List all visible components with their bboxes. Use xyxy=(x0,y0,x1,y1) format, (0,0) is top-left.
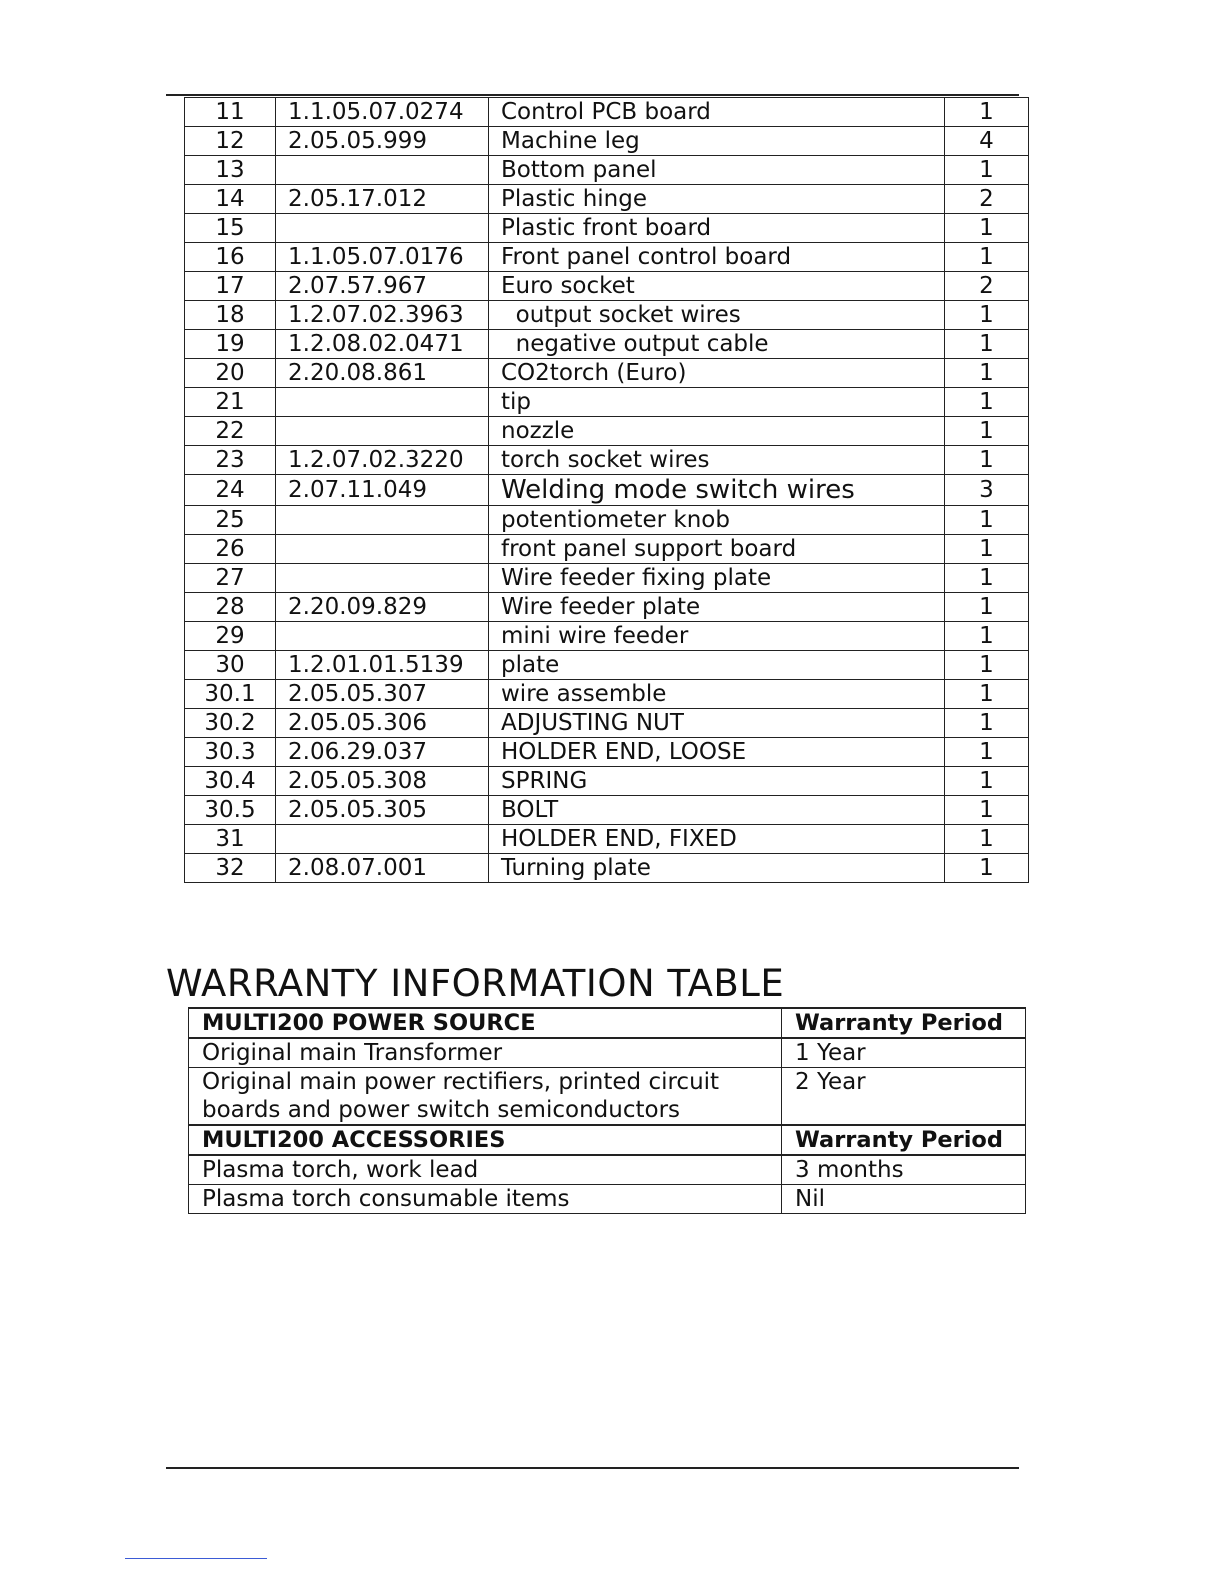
parts-row xyxy=(185,156,1029,185)
parts-row xyxy=(185,359,1029,388)
part-number-cell: 11 xyxy=(185,98,276,127)
part-code-cell xyxy=(276,156,489,185)
part-description-cell: BOLT xyxy=(489,796,945,825)
parts-row xyxy=(185,214,1029,243)
footer-rule xyxy=(166,1467,1019,1469)
part-number-cell: 29 xyxy=(185,622,276,651)
part-code-cell: 1.2.07.02.3220 xyxy=(276,446,489,475)
part-code-cell: 2.20.08.861 xyxy=(276,359,489,388)
part-code-cell: 2.05.05.306 xyxy=(276,709,489,738)
part-code-cell xyxy=(276,825,489,854)
part-number-cell: 21 xyxy=(185,388,276,417)
part-quantity-cell: 1 xyxy=(945,388,1029,417)
part-code-cell: 2.08.07.001 xyxy=(276,854,489,883)
part-description-cell: Front panel control board xyxy=(489,243,945,272)
part-code-cell: 1.2.08.02.0471 xyxy=(276,330,489,359)
part-number-cell: 30.3 xyxy=(185,738,276,767)
part-quantity-cell: 1 xyxy=(945,214,1029,243)
warranty-row xyxy=(189,1038,1026,1068)
parts-row xyxy=(185,854,1029,883)
part-code-cell: 1.1.05.07.0176 xyxy=(276,243,489,272)
part-number-cell: 14 xyxy=(185,185,276,214)
parts-row xyxy=(185,301,1029,330)
part-code-cell: 1.2.01.01.5139 xyxy=(276,651,489,680)
part-number-cell: 12 xyxy=(185,127,276,156)
warranty-item-cell: Original main power rectifiers, printed circuit boards and power switch semiconductors xyxy=(189,1068,782,1126)
part-description-cell: negative output cable xyxy=(489,330,945,359)
part-number-cell: 16 xyxy=(185,243,276,272)
warranty-period-cell: 2 Year xyxy=(782,1068,1026,1126)
part-quantity-cell: 1 xyxy=(945,301,1029,330)
part-code-cell xyxy=(276,214,489,243)
part-code-cell xyxy=(276,506,489,535)
part-number-cell: 20 xyxy=(185,359,276,388)
part-quantity-cell: 1 xyxy=(945,359,1029,388)
part-code-cell: 2.06.29.037 xyxy=(276,738,489,767)
parts-table xyxy=(184,97,1029,883)
part-description-cell: SPRING xyxy=(489,767,945,796)
parts-row xyxy=(185,825,1029,854)
parts-row xyxy=(185,738,1029,767)
part-quantity-cell: 1 xyxy=(945,593,1029,622)
warranty-item-cell: MULTI200 ACCESSORIES xyxy=(189,1125,782,1155)
part-quantity-cell: 1 xyxy=(945,330,1029,359)
part-description-cell: Control PCB board xyxy=(489,98,945,127)
part-quantity-cell: 3 xyxy=(945,475,1029,506)
part-code-cell xyxy=(276,388,489,417)
part-code-cell xyxy=(276,622,489,651)
parts-table-body xyxy=(185,98,1029,883)
part-description-cell: Turning plate xyxy=(489,854,945,883)
part-number-cell: 22 xyxy=(185,417,276,446)
part-number-cell: 32 xyxy=(185,854,276,883)
parts-row xyxy=(185,417,1029,446)
warranty-table xyxy=(188,1007,1026,1214)
parts-row xyxy=(185,98,1029,127)
part-quantity-cell: 1 xyxy=(945,651,1029,680)
part-description-cell: HOLDER END, LOOSE xyxy=(489,738,945,767)
part-description-cell: output socket wires xyxy=(489,301,945,330)
part-description-cell: plate xyxy=(489,651,945,680)
part-number-cell: 13 xyxy=(185,156,276,185)
warranty-table-body xyxy=(189,1008,1026,1214)
part-number-cell: 23 xyxy=(185,446,276,475)
part-code-cell xyxy=(276,535,489,564)
warranty-header-row xyxy=(189,1125,1026,1155)
part-number-cell: 30.4 xyxy=(185,767,276,796)
warranty-row xyxy=(189,1185,1026,1214)
part-quantity-cell: 1 xyxy=(945,709,1029,738)
part-quantity-cell: 1 xyxy=(945,738,1029,767)
part-code-cell: 2.05.05.999 xyxy=(276,127,489,156)
parts-row xyxy=(185,506,1029,535)
warranty-period-cell: Warranty Period xyxy=(782,1125,1026,1155)
part-number-cell: 30.2 xyxy=(185,709,276,738)
warranty-period-cell: 1 Year xyxy=(782,1038,1026,1068)
part-description-cell: Bottom panel xyxy=(489,156,945,185)
part-description-cell: Wire feeder fixing plate xyxy=(489,564,945,593)
parts-row xyxy=(185,535,1029,564)
part-description-cell: tip xyxy=(489,388,945,417)
warranty-period-cell: Warranty Period xyxy=(782,1008,1026,1038)
part-description-cell: HOLDER END, FIXED xyxy=(489,825,945,854)
warranty-period-cell: 3 months xyxy=(782,1155,1026,1185)
part-description-cell: CO2torch (Euro) xyxy=(489,359,945,388)
part-description-cell: ADJUSTING NUT xyxy=(489,709,945,738)
part-description-cell: Plastic front board xyxy=(489,214,945,243)
part-description-cell: torch socket wires xyxy=(489,446,945,475)
warranty-row xyxy=(189,1068,1026,1126)
parts-row xyxy=(185,564,1029,593)
header-rule xyxy=(166,94,1019,96)
parts-row xyxy=(185,796,1029,825)
part-quantity-cell: 1 xyxy=(945,564,1029,593)
part-code-cell xyxy=(276,564,489,593)
part-code-cell: 1.1.05.07.0274 xyxy=(276,98,489,127)
part-quantity-cell: 1 xyxy=(945,622,1029,651)
part-number-cell: 25 xyxy=(185,506,276,535)
part-description-cell: front panel support board xyxy=(489,535,945,564)
parts-row xyxy=(185,127,1029,156)
part-quantity-cell: 1 xyxy=(945,767,1029,796)
part-number-cell: 30.1 xyxy=(185,680,276,709)
part-code-cell: 2.20.09.829 xyxy=(276,593,489,622)
part-quantity-cell: 2 xyxy=(945,185,1029,214)
parts-row xyxy=(185,330,1029,359)
part-code-cell: 2.05.05.305 xyxy=(276,796,489,825)
warranty-header-row xyxy=(189,1008,1026,1038)
part-number-cell: 31 xyxy=(185,825,276,854)
part-description-cell: Welding mode switch wires xyxy=(489,475,945,506)
parts-row xyxy=(185,680,1029,709)
part-code-cell: 2.07.57.967 xyxy=(276,272,489,301)
parts-row xyxy=(185,767,1029,796)
part-quantity-cell: 1 xyxy=(945,446,1029,475)
part-number-cell: 18 xyxy=(185,301,276,330)
part-number-cell: 27 xyxy=(185,564,276,593)
part-quantity-cell: 1 xyxy=(945,535,1029,564)
part-number-cell: 28 xyxy=(185,593,276,622)
part-description-cell: Plastic hinge xyxy=(489,185,945,214)
part-number-cell: 30 xyxy=(185,651,276,680)
part-number-cell: 19 xyxy=(185,330,276,359)
parts-row xyxy=(185,593,1029,622)
warranty-title: WARRANTY INFORMATION TABLE xyxy=(166,962,785,1005)
warranty-row xyxy=(189,1155,1026,1185)
warranty-item-cell: Original main Transformer xyxy=(189,1038,782,1068)
part-quantity-cell: 1 xyxy=(945,796,1029,825)
part-description-cell: wire assemble xyxy=(489,680,945,709)
warranty-period-cell: Nil xyxy=(782,1185,1026,1214)
part-description-cell: Euro socket xyxy=(489,272,945,301)
warranty-item-cell: Plasma torch, work lead xyxy=(189,1155,782,1185)
part-quantity-cell: 1 xyxy=(945,243,1029,272)
part-quantity-cell: 1 xyxy=(945,98,1029,127)
part-quantity-cell: 1 xyxy=(945,825,1029,854)
parts-row xyxy=(185,651,1029,680)
part-number-cell: 15 xyxy=(185,214,276,243)
part-code-cell: 2.07.11.049 xyxy=(276,475,489,506)
part-quantity-cell: 1 xyxy=(945,156,1029,185)
warranty-item-cell: MULTI200 POWER SOURCE xyxy=(189,1008,782,1038)
part-description-cell: Wire feeder plate xyxy=(489,593,945,622)
part-description-cell: Machine leg xyxy=(489,127,945,156)
part-code-cell: 2.05.05.308 xyxy=(276,767,489,796)
part-number-cell: 24 xyxy=(185,475,276,506)
part-code-cell: 2.05.05.307 xyxy=(276,680,489,709)
parts-row xyxy=(185,185,1029,214)
part-quantity-cell: 4 xyxy=(945,127,1029,156)
parts-row xyxy=(185,388,1029,417)
part-description-cell: nozzle xyxy=(489,417,945,446)
parts-row xyxy=(185,622,1029,651)
part-quantity-cell: 1 xyxy=(945,854,1029,883)
part-description-cell: mini wire feeder xyxy=(489,622,945,651)
part-number-cell: 26 xyxy=(185,535,276,564)
parts-row xyxy=(185,446,1029,475)
part-number-cell: 30.5 xyxy=(185,796,276,825)
part-quantity-cell: 1 xyxy=(945,680,1029,709)
footer-link-underline xyxy=(125,1558,267,1559)
warranty-item-cell: Plasma torch consumable items xyxy=(189,1185,782,1214)
part-code-cell: 1.2.07.02.3963 xyxy=(276,301,489,330)
part-description-cell: potentiometer knob xyxy=(489,506,945,535)
part-code-cell: 2.05.17.012 xyxy=(276,185,489,214)
parts-row xyxy=(185,475,1029,506)
parts-row xyxy=(185,272,1029,301)
parts-row xyxy=(185,709,1029,738)
part-quantity-cell: 2 xyxy=(945,272,1029,301)
part-code-cell xyxy=(276,417,489,446)
parts-row xyxy=(185,243,1029,272)
part-quantity-cell: 1 xyxy=(945,506,1029,535)
part-quantity-cell: 1 xyxy=(945,417,1029,446)
part-number-cell: 17 xyxy=(185,272,276,301)
